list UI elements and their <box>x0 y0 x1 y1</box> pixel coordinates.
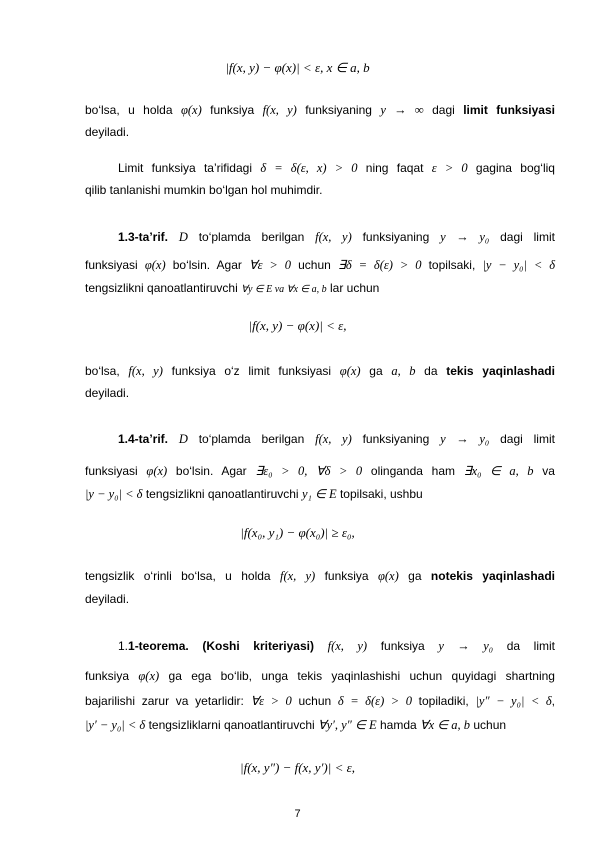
text: bo‘lsa, u holda <box>85 103 173 117</box>
text: topiladiki, <box>418 694 469 708</box>
text: tengsizlikni qanoatlantiruvchi <box>85 281 238 295</box>
def-14-line-1 <box>118 432 555 447</box>
math-phi: φ(x) <box>138 669 160 683</box>
para-2-line-1 <box>118 161 555 176</box>
math-limit: y → y₀ <box>438 639 494 653</box>
math-f: f(x, y) <box>315 432 352 446</box>
math-interval: a, b <box>391 364 416 378</box>
text: bo‘lsin. Agar <box>172 258 242 272</box>
math-limit: y → y₀ <box>440 432 490 446</box>
theorem-1-line-2 <box>85 669 555 684</box>
math-phi: φ(x) <box>339 364 361 378</box>
theorem-1-line-1 <box>118 639 555 654</box>
def-14-line-5: deyiladi. <box>85 592 130 606</box>
math-f: f(x, y) <box>315 230 352 244</box>
def-13-formula: |f(x, y) − φ(x)| < ε, <box>248 318 347 333</box>
text: bo‘lsin. Agar <box>175 464 247 478</box>
page-number: 7 <box>294 808 301 820</box>
text: va <box>542 464 555 478</box>
math-limit: y → y₀ <box>440 230 490 244</box>
text: da <box>424 364 438 378</box>
math-f: f(x, y) <box>128 364 163 378</box>
math-phi: φ(x) <box>180 103 202 117</box>
text: dagi limit <box>500 432 555 446</box>
math-x0: ∃x₀ ∈ a, b <box>463 464 534 478</box>
math-D: D <box>178 432 188 446</box>
math-condition: ∀y′, y″ ∈ E <box>318 718 377 732</box>
text: bajarilishi zarur va yetarlidir: <box>85 694 244 708</box>
text: funksiya <box>380 639 425 653</box>
text: dagi limit <box>500 230 555 244</box>
text: dagi <box>432 103 455 117</box>
theorem-subtitle: (Koshi kriteriyasi) <box>202 639 314 653</box>
text: funksiyaning <box>362 230 430 244</box>
def-14-line-4 <box>85 569 555 584</box>
def-14-line-2 <box>85 464 555 479</box>
math-forall: ∀ε > 0 <box>249 258 291 272</box>
bold-term: limit funksiyasi <box>463 103 555 117</box>
definition-title: 1.4-ta’rif. <box>118 432 169 446</box>
theorem-number: 1. <box>118 639 129 653</box>
math-f: f(x, y) <box>279 569 316 583</box>
def-14-line-3 <box>85 487 555 502</box>
formula-limit: |f(x, y) − φ(x)| < ε, x ∈ a, b <box>225 60 370 75</box>
para-1-line-2: deyiladi. <box>85 125 130 139</box>
text: to‘plamda berilgan <box>198 432 305 446</box>
math-delta: δ = δ(ε, x) > 0 <box>260 161 358 175</box>
theorem-1-formula: |f(x, y″) − f(x, y′)| < ε, <box>240 760 355 775</box>
text: uchun <box>298 694 332 708</box>
math-forall: ∀δ > 0 <box>316 464 363 478</box>
text: ga <box>369 364 383 378</box>
theorem-title: 1-teorema. <box>128 639 189 653</box>
math-forall: ∀ε > 0 <box>250 694 292 708</box>
text: tengsizlik o‘rinli bo‘lsa, u holda <box>85 569 271 583</box>
text: gagina bog‘liq <box>475 161 555 175</box>
text: funksiya o‘z limit funksiyasi <box>171 364 332 378</box>
para-1-line-1 <box>85 103 555 118</box>
math-exists: ∃ε₀ > 0, <box>255 464 308 478</box>
math-delta: δ = δ(ε) > 0 <box>337 694 412 708</box>
math-D: D <box>178 230 188 244</box>
text: ga <box>408 569 422 583</box>
math-phi: φ(x) <box>144 258 166 272</box>
def-14-formula: |f(x₀, y₁) − φ(x₀)| ≥ ε₀, <box>240 525 355 540</box>
text: topilsaki, <box>428 258 476 272</box>
text: funksiya <box>85 669 130 683</box>
math-ineq: |y″ − y₀| < δ <box>475 694 552 708</box>
math-phi: φ(x) <box>377 569 399 583</box>
def-13-line-5: deyiladi. <box>85 386 130 400</box>
bold-term: tekis yaqinlashadi <box>446 364 555 378</box>
math-ineq: |y − y₀| < δ <box>482 258 556 272</box>
text: funksiyasi <box>85 258 138 272</box>
text: hamda <box>379 718 417 732</box>
math-phi: φ(x) <box>146 464 168 478</box>
def-13-line-3 <box>85 281 555 297</box>
text: bo‘lsa, <box>85 364 120 378</box>
text: uchun <box>298 258 331 272</box>
text: to‘plamda berilgan <box>198 230 305 244</box>
math-eps: ε > 0 <box>431 161 468 175</box>
text: uchun <box>473 718 507 732</box>
def-13-line-1 <box>118 230 555 245</box>
text: olinganda ham <box>370 464 456 478</box>
definition-title: 1.3-ta’rif. <box>118 230 169 244</box>
math-ineq: |y − y₀| < δ <box>85 487 143 501</box>
math-ineq: |y′ − y₀| < δ <box>85 718 146 732</box>
def-13-line-2 <box>85 258 555 273</box>
theorem-1-line-3 <box>85 694 555 709</box>
text: ga ega bo‘lib, unga tekis yaqinlashishi uchun quyidagi shartning <box>168 669 555 683</box>
text: Limit funksiya ta’rifidagi <box>118 161 252 175</box>
theorem-1-line-4 <box>85 718 555 733</box>
text: tengsizlikni qanoatlantiruvchi <box>145 487 299 501</box>
text: funksiyaning <box>362 432 430 446</box>
math-f: f(x, y) <box>262 103 297 117</box>
math-f: f(x, y) <box>327 639 368 653</box>
math-condition: ∀y ∈ E va ∀x ∈ a, b <box>241 284 327 295</box>
text: funksiya <box>324 569 369 583</box>
text: da limit <box>506 639 556 653</box>
text: ning faqat <box>365 161 424 175</box>
bold-term: notekis yaqinlashadi <box>430 569 556 583</box>
math-exists: ∃δ = δ(ε) > 0 <box>337 258 422 272</box>
math-limit: y → ∞ <box>380 103 424 117</box>
text: funksiyasi <box>85 464 138 478</box>
para-2-line-2: qilib tanlanishi mumkin bo‘lgan hol muhimdir. <box>85 183 323 197</box>
text: funksiya <box>210 103 255 117</box>
text: topilsaki, ushbu <box>339 487 423 501</box>
math-y1: y₁ ∈ E <box>301 487 337 501</box>
text: , <box>551 694 555 708</box>
math-x: ∀x ∈ a, b <box>420 718 471 732</box>
text: lar uchun <box>329 281 380 295</box>
def-13-line-4 <box>85 364 555 379</box>
text: funksiyaning <box>305 103 372 117</box>
text: tengsizliklarni qanoatlantiruvchi <box>148 718 315 732</box>
